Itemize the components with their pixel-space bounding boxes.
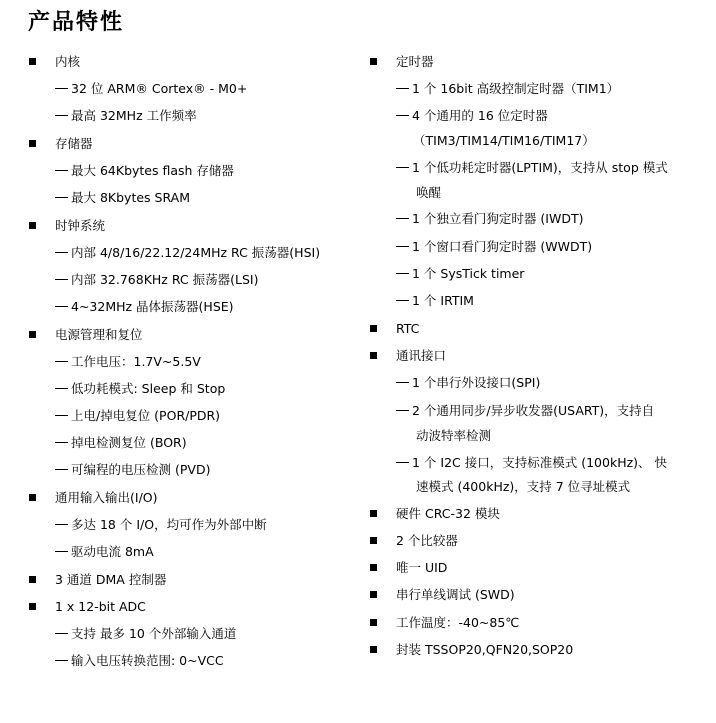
sub-item: 工作电压：1.7V~5.5V [55,353,201,371]
dash-icon [55,88,68,89]
bullet-icon [29,331,36,338]
dash-icon [396,167,409,168]
sub-item-continuation: （TIM3/TIM14/TIM16/TIM17） [413,133,595,148]
dash-icon [55,197,68,198]
feature-adc: 1 x 12-bit ADC [55,599,146,614]
dash-icon [55,279,68,280]
feature-rtc: RTC [396,321,420,336]
sub-item: 1 个 I2C 接口，支持标准模式 (100kHz)、 快 [396,454,667,472]
bullet-icon [29,140,36,147]
bullet-icon [29,58,36,65]
dash-icon [396,410,409,411]
sub-item: 内部 4/8/16/22.12/24MHz RC 振荡器(HSI) [55,244,320,262]
feature-temperature: 工作温度：-40~85℃ [396,615,520,630]
dash-icon [396,88,409,89]
bullet-icon [29,222,36,229]
bullet-icon [370,591,377,598]
sub-item: 上电/掉电复位 (POR/PDR) [55,407,220,425]
sub-item: 多达 18 个 I/O，均可作为外部中断 [55,516,267,534]
feature-comparator: 2 个比较器 [396,533,458,548]
bullet-icon [370,537,377,544]
dash-icon [55,633,68,634]
sub-item: 4~32MHz 晶体振荡器(HSE) [55,298,234,316]
sub-item: 1 个低功耗定时器(LPTIM)，支持从 stop 模式 [396,159,668,177]
feature-crc: 硬件 CRC-32 模块 [396,506,500,521]
sub-item-continuation: 速模式 (400kHz)，支持 7 位寻址模式 [416,479,631,494]
dash-icon [55,551,68,552]
dash-icon [396,300,409,301]
feature-core: 内核 [55,54,81,69]
sub-item: 1 个独立看门狗定时器 (IWDT) [396,210,583,228]
sub-item: 最大 64Kbytes flash 存储器 [55,162,234,180]
dash-icon [55,469,68,470]
dash-icon [55,388,68,389]
feature-comm: 通讯接口 [396,348,447,363]
bullet-icon [29,603,36,610]
sub-item: 2 个通用同步/异步收发器(USART)，支持自 [396,402,654,420]
bullet-icon [370,510,377,517]
sub-item: 掉电检测复位 (BOR) [55,434,187,452]
bullet-icon [29,494,36,501]
dash-icon [55,442,68,443]
dash-icon [55,252,68,253]
bullet-icon [29,576,36,583]
dash-icon [396,115,409,116]
feature-uid: 唯一 UID [396,560,448,575]
feature-clock: 时钟系统 [55,218,106,233]
sub-item: 最大 8Kbytes SRAM [55,189,190,207]
sub-item: 输入电压转换范围: 0~VCC [55,652,224,670]
bullet-icon [370,619,377,626]
dash-icon [55,115,68,116]
dash-icon [396,273,409,274]
sub-item: 低功耗模式: Sleep 和 Stop [55,380,225,398]
sub-item-continuation: 唤醒 [416,185,442,200]
feature-gpio: 通用输入输出(I/O) [55,490,158,505]
sub-item: 32 位 ARM® Cortex® - M0+ [55,80,247,98]
feature-package: 封装 TSSOP20,QFN20,SOP20 [396,642,574,657]
dash-icon [55,660,68,661]
sub-item: 1 个窗口看门狗定时器 (WWDT) [396,238,592,256]
feature-swd: 串行单线调试 (SWD) [396,587,515,602]
dash-icon [396,462,409,463]
sub-item: 最高 32MHz 工作频率 [55,107,197,125]
feature-dma: 3 通道 DMA 控制器 [55,572,167,587]
dash-icon [396,246,409,247]
page-title: 产品特性 [28,10,125,35]
sub-item: 可编程的电压检测 (PVD) [55,461,210,479]
feature-memory: 存储器 [55,136,93,151]
dash-icon [55,524,68,525]
bullet-icon [370,352,377,359]
sub-item: 1 个 IRTIM [396,292,474,310]
sub-item: 4 个通用的 16 位定时器 [396,107,548,125]
sub-item: 1 个串行外设接口(SPI) [396,374,540,392]
dash-icon [55,306,68,307]
sub-item: 支持 最多 10 个外部输入通道 [55,625,236,643]
dash-icon [55,170,68,171]
bullet-icon [370,58,377,65]
dash-icon [55,415,68,416]
dash-icon [55,361,68,362]
sub-item: 内部 32.768KHz RC 振荡器(LSI) [55,271,258,289]
sub-item-continuation: 动波特率检测 [416,428,492,443]
sub-item: 驱动电流 8mA [55,543,154,561]
dash-icon [396,218,409,219]
bullet-icon [370,646,377,653]
sub-item: 1 个 16bit 高级控制定时器（TIM1） [396,80,619,98]
bullet-icon [370,564,377,571]
bullet-icon [370,325,377,332]
feature-timers: 定时器 [396,54,434,69]
sub-item: 1 个 SysTick timer [396,265,524,283]
feature-power: 电源管理和复位 [55,327,143,342]
dash-icon [396,382,409,383]
